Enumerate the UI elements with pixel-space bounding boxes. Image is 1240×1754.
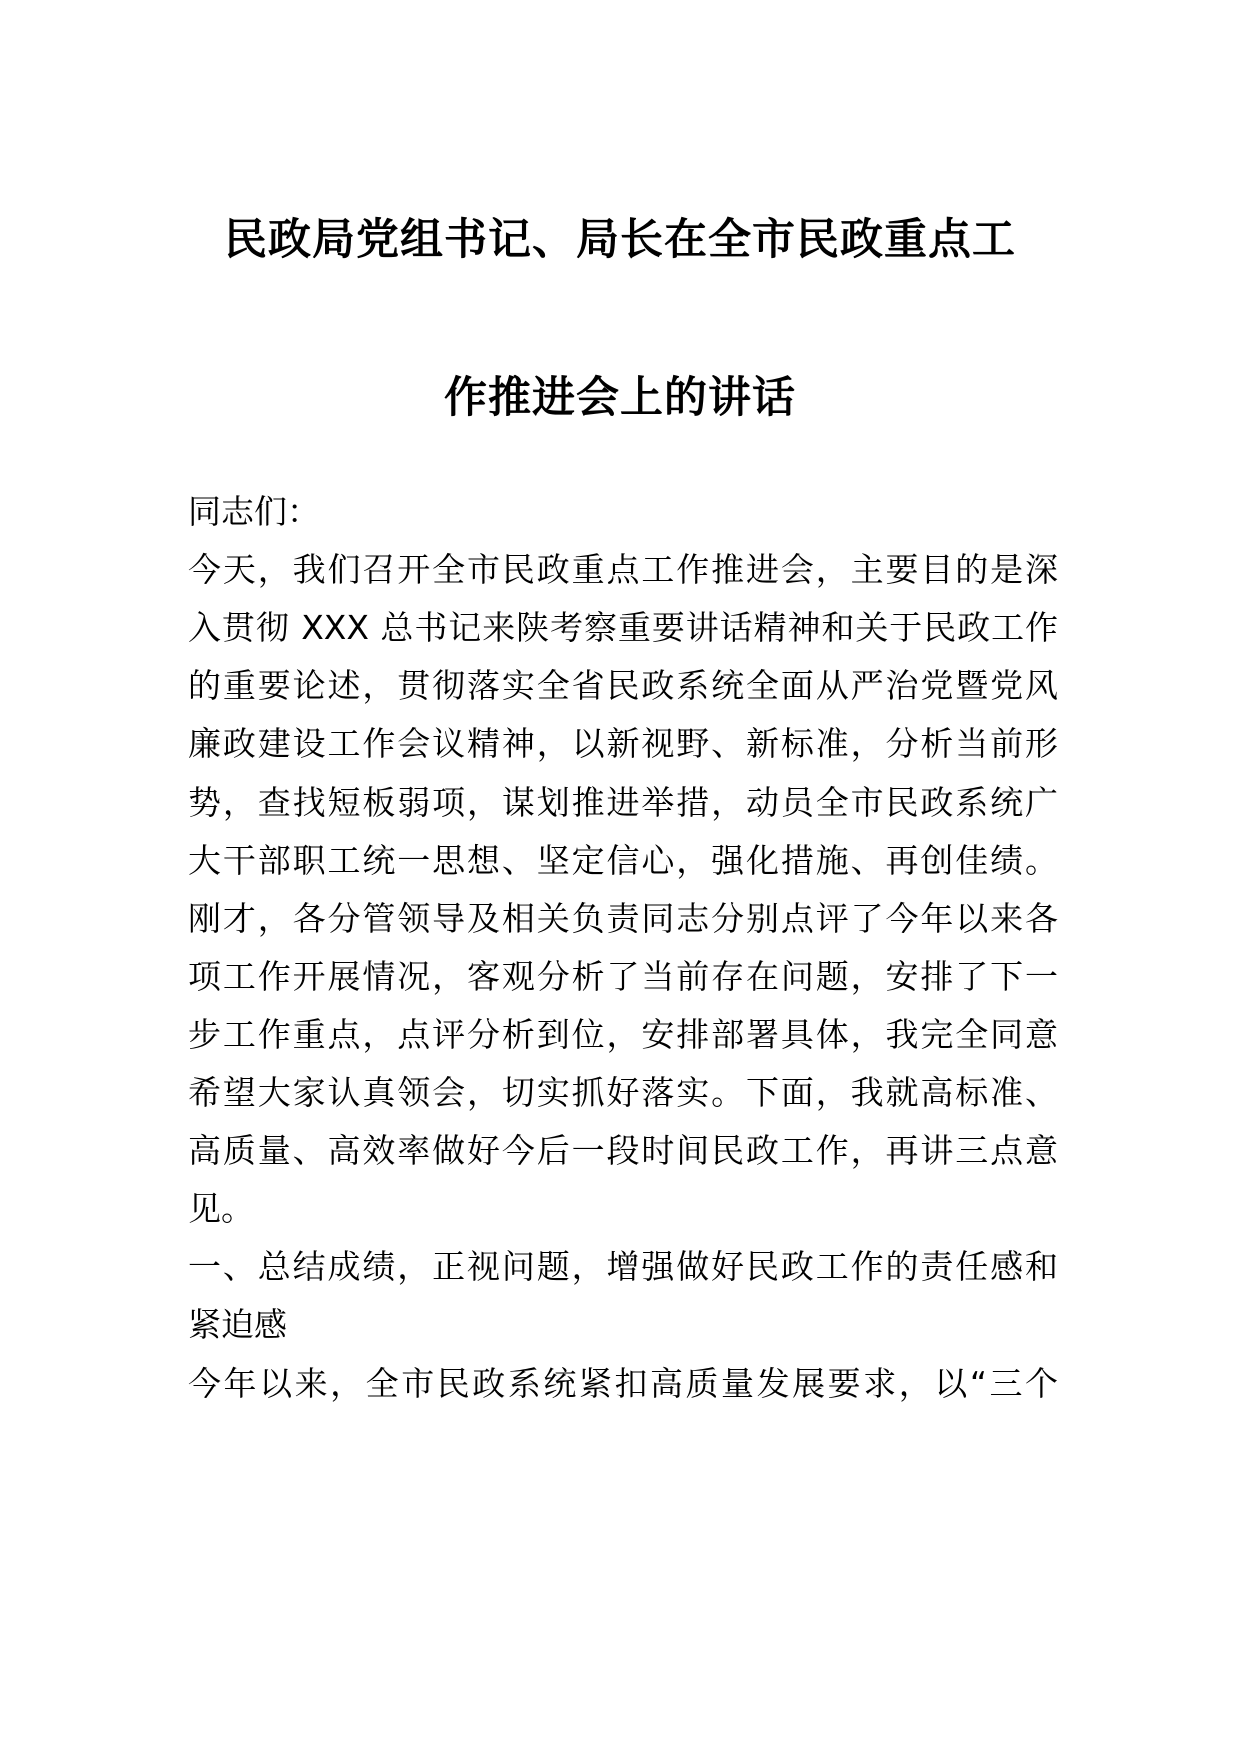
body-line: 廉政建设工作会议精神，以新视野、新标准，分析当前形 <box>188 724 1058 764</box>
body-line: 今天，我们召开全市民政重点工作推进会，主要目的是深 <box>188 550 1058 590</box>
body-line: 同志们： <box>188 492 320 531</box>
body-line: 刚才，各分管领导及相关负责同志分别点评了今年以来各 <box>188 898 1058 938</box>
body-line: 势，查找短板弱项，谋划推进举措，动员全市民政系统广 <box>188 782 1058 822</box>
body-line: 项工作开展情况，客观分析了当前存在问题，安排了下一 <box>188 956 1058 996</box>
body-line: 的重要论述，贯彻落实全省民政系统全面从严治党暨党风 <box>188 666 1058 706</box>
body-line: 入贯彻 XXX 总书记来陕考察重要讲话精神和关于民政工作 <box>188 608 1058 648</box>
body-line: 今年以来，全市民政系统紧扣高质量发展要求，以“三个 <box>188 1363 1058 1403</box>
body-line: 一、总结成绩，正视问题，增强做好民政工作的责任感和 <box>188 1247 1058 1287</box>
body-line: 希望大家认真领会，切实抓好落实。下面，我就高标准、 <box>188 1073 1058 1112</box>
body-line: 高质量、高效率做好今后一段时间民政工作，再讲三点意 <box>188 1131 1058 1171</box>
document-title-line-1: 民政局党组书记、局长在全市民政重点工 <box>224 215 1016 265</box>
body-line: 见。 <box>188 1189 254 1229</box>
body-line: 大干部职工统一思想、坚定信心，强化措施、再创佳绩。 <box>188 840 1058 880</box>
body-line: 步工作重点，点评分析到位，安排部署具体，我完全同意 <box>188 1014 1058 1054</box>
body-line: 紧迫感 <box>188 1305 287 1345</box>
document-title-line-2: 作推进会上的讲话 <box>444 373 796 423</box>
